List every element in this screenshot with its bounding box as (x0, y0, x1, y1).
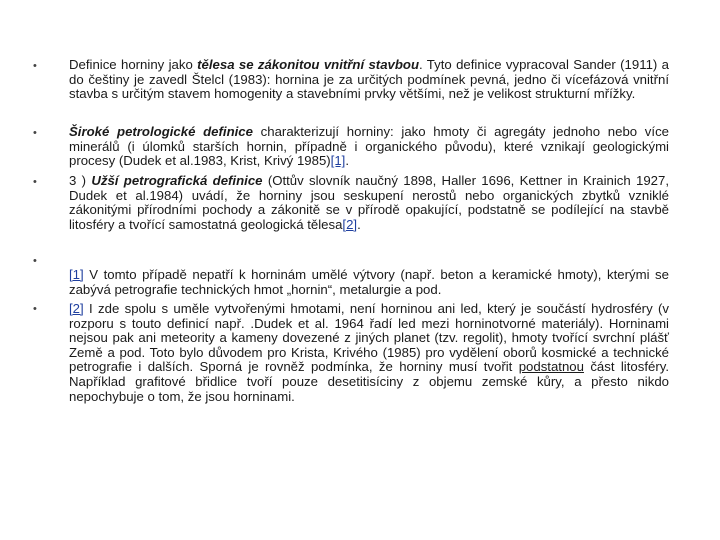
para2-end: . (345, 153, 350, 169)
footnote-1-text: V tomto případě nepatří k horninám umělé výtvory (např. beton a keramické hmoty), kterými se zabývá petrografie technických hmot „hornin“, metalurgie a pod. (69, 267, 669, 297)
paragraph-rock-definition (69, 58, 669, 102)
footnote-1-ref[interactable]: [1] (69, 267, 84, 282)
paragraph-narrow-definition (69, 174, 669, 232)
footnote-link-1[interactable]: [1] (330, 153, 346, 169)
bullet-1: • (33, 60, 37, 72)
bullet-4: • (33, 255, 37, 267)
para3-pre: 3 ) (69, 173, 92, 188)
para3-end: . (357, 216, 361, 232)
footnote-2-ref[interactable]: [2] (69, 301, 84, 316)
footnote-2-text-2: část litosféry. Například grafitové břidlice tvoří pouze desetitisíciny z objemu zemské kůry, a přesto nikdo nepochybuje o tom, že jsou horninami. (69, 359, 669, 404)
para3-bold: Užší petrografická definice (91, 173, 263, 188)
para2-bold: Široké petrologické definice (69, 124, 253, 139)
footnote-1 (69, 268, 669, 297)
footnote-link-2[interactable]: [2] (342, 216, 358, 232)
para3-post: (Ottův slovník naučný 1898, Haller 1696, Kettner in Krainich 1927, Dudek et al.1984) uvádí, že horniny jsou seskupení nerostů nebo organických zbytků vzniklé zákonitými přírodními pochody a zákonitě se v přírodě opakující, podstatně se podílející na stavbě litosféry a tvořící samostatná geologická tělesa (69, 173, 670, 232)
para1-post: . Tyto definice vypracoval Sander (1911) a do češtiny je zavedl Štelcl (1983): hornina je za určitých podmínek pevná, jedno či vícefázová vnitřní stavba s určitým stavem homogenity a stavebními prvky většími, než je velikost strukturní mřížky. (69, 57, 669, 102)
bullet-2: • (33, 127, 37, 139)
bullet-3: • (33, 176, 37, 188)
paragraph-broad-definition (69, 125, 669, 169)
para1-bold: tělesa se zákonitou vnitřní stavbou (197, 57, 420, 72)
bullet-5: • (33, 303, 37, 315)
footnote-2 (69, 302, 669, 404)
para2-post: charakterizují horniny: jako hmoty či agregáty jednoho nebo více minerálů (i úlomků starších hornin, případně i organického původu), které vznikají geologickými procesy (Dudek et al.1983, Krist, Krivý 1985) (69, 124, 669, 169)
footnote-2-underlined: podstatnou (518, 359, 584, 375)
footnote-2-text-1: I zde spolu s uměle vytvořenými hmotami, není horninou ani led, který je součástí hydrosféry (v rozporu s touto definicí např. .Dudek et al. 1964 řadí led mezi horninotvorné materiály). Horninami nejsou pak ani meteority a kameny dovezené z jiných planet (tzv. regolit), hmoty tvořící svrchní plášť Země a pod. Toto bylo důvodem pro Krista, Krivého (1985) pro vydělení oborů kosmické a technické petrografie i dalších. Sporná je rovněž podmínka, že horniny musí tvořit (69, 301, 669, 375)
para1-pre: Definice horniny jako (69, 57, 198, 72)
